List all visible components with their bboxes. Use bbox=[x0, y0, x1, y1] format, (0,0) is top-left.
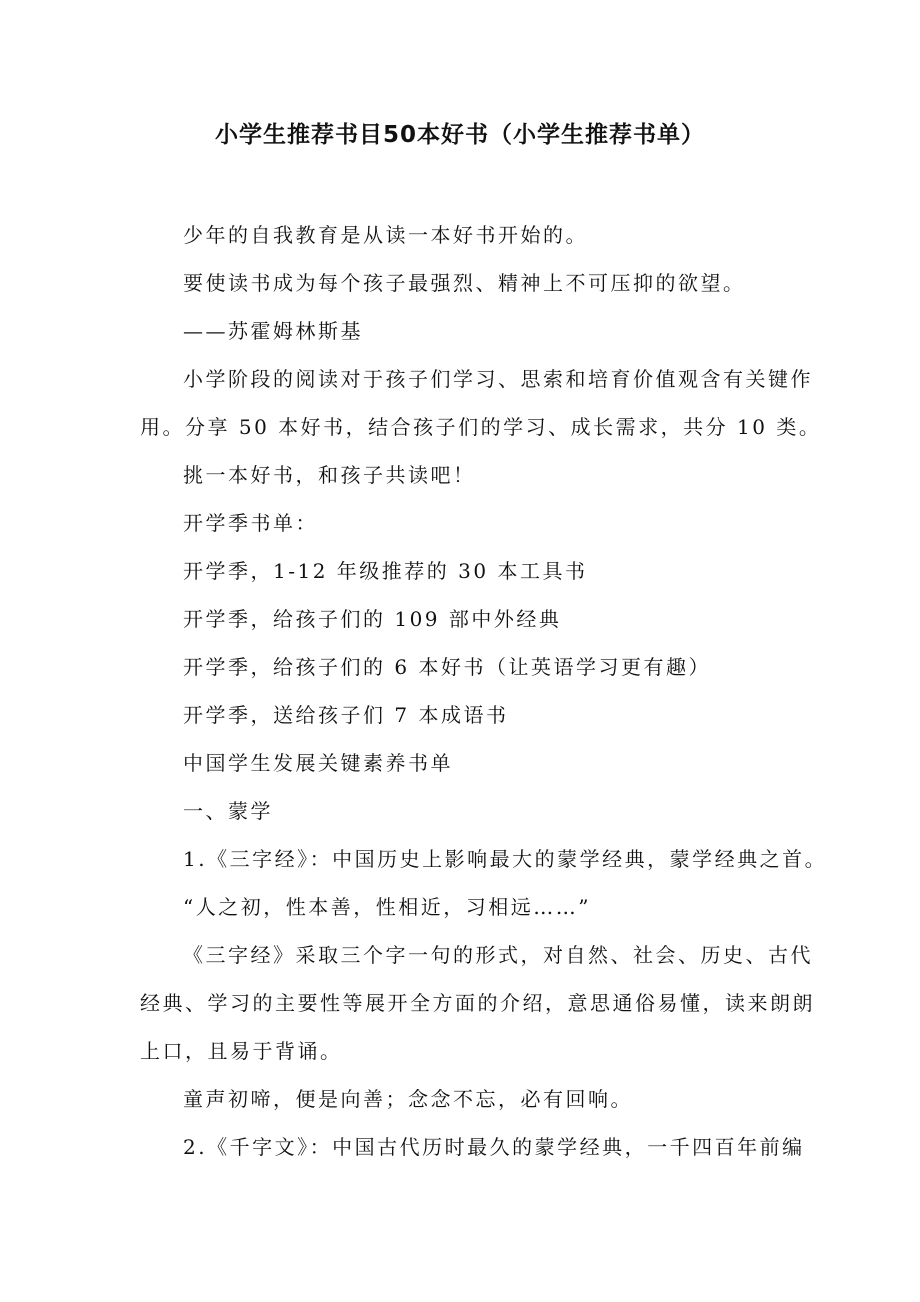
paragraph-line: 2.《千字文》：中国古代历时最久的蒙学经典，一千四百年前编 bbox=[183, 1135, 805, 1159]
paragraph-line: 经典、学习的主要性等展开全方面的介绍，意思通俗易懂，读来朗朗 bbox=[140, 991, 815, 1015]
paragraph-line: 《三字经》采取三个字一句的形式，对自然、社会、历史、古代 bbox=[183, 943, 813, 967]
paragraph bbox=[140, 595, 800, 643]
paragraph bbox=[140, 451, 800, 499]
paragraph-line: 开学季，1-12 年级推荐的 30 本工具书 bbox=[183, 559, 588, 583]
paragraph bbox=[140, 307, 800, 355]
paragraph-line: 开学季书单： bbox=[183, 511, 318, 535]
paragraph bbox=[140, 931, 815, 1075]
paragraph-line: 开学季，给孩子们的 6 本好书（让英语学习更有趣） bbox=[183, 655, 711, 679]
paragraph bbox=[140, 499, 800, 547]
paragraph bbox=[140, 787, 800, 835]
paragraph bbox=[140, 547, 800, 595]
paragraph bbox=[140, 355, 822, 451]
document-body bbox=[140, 211, 828, 1171]
paragraph-line: 开学季，给孩子们的 109 部中外经典 bbox=[183, 607, 562, 631]
paragraph-line: 用。分享 50 本好书，结合孩子们的学习、成长需求，共分 10 类。 bbox=[140, 415, 822, 439]
paragraph bbox=[140, 739, 800, 787]
paragraph bbox=[140, 883, 800, 931]
paragraph-line: 小学阶段的阅读对于孩子们学习、思索和培育价值观含有关键作 bbox=[183, 367, 813, 391]
paragraph-line: 1.《三字经》：中国历史上影响最大的蒙学经典，蒙学经典之首。 bbox=[183, 847, 828, 871]
paragraph-line: 开学季，送给孩子们 7 本成语书 bbox=[183, 703, 509, 727]
paragraph bbox=[140, 211, 800, 259]
paragraph-line: 要使读书成为每个孩子最强烈、精神上不可压抑的欲望。 bbox=[183, 271, 746, 295]
paragraph-line: 童声初啼，便是向善；念念不忘，必有回响。 bbox=[183, 1087, 633, 1111]
paragraph-line: 少年的自我教育是从读一本好书开始的。 bbox=[183, 223, 588, 247]
paragraph bbox=[140, 835, 828, 883]
paragraph-line: 挑一本好书，和孩子共读吧！ bbox=[183, 463, 476, 487]
paragraph-line: 上口，且易于背诵。 bbox=[140, 1039, 343, 1063]
document-title: 小学生推荐书目50本好书（小学生推荐书单） bbox=[214, 122, 705, 148]
paragraph bbox=[140, 1123, 805, 1171]
paragraph-line: 中国学生发展关键素养书单 bbox=[183, 751, 453, 775]
paragraph-line: ——苏霍姆林斯基 bbox=[183, 319, 363, 343]
paragraph-line: 一、蒙学 bbox=[183, 799, 273, 823]
paragraph bbox=[140, 259, 800, 307]
paragraph bbox=[140, 1075, 800, 1123]
paragraph-line: “人之初，性本善，性相近，习相远……” bbox=[183, 895, 591, 919]
paragraph bbox=[140, 643, 800, 691]
paragraph bbox=[140, 691, 800, 739]
